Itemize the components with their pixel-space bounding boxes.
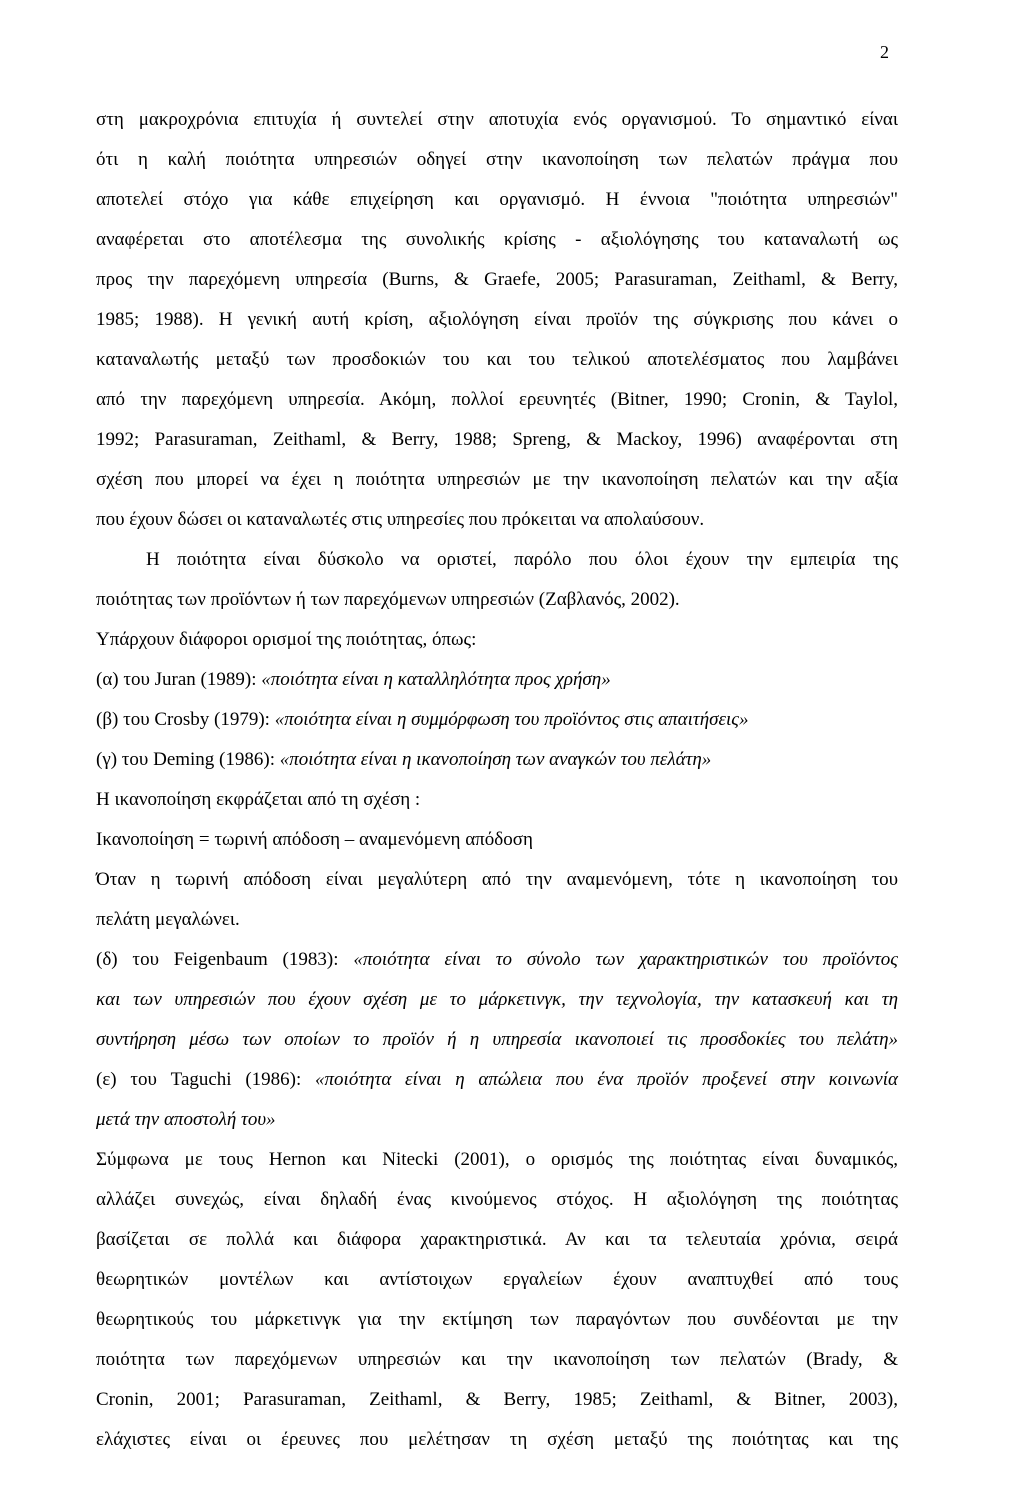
text-line: που έχουν δώσει οι καταναλωτές στις υπηρεσίες που πρόκειται να απολαύσουν. — [96, 509, 705, 530]
text-line: ποιότητα των παρεχόμενων υπηρεσιών και την ικανοποίηση των πελατών (Brady, & — [96, 1349, 898, 1370]
definition-source: (γ) του Deming (1986): — [96, 749, 280, 770]
text-line: στη μακροχρόνια επιτυχία ή συντελεί στην αποτυχία ενός οργανισμού. Το σημαντικό είναι — [96, 109, 898, 130]
definition-quote: «ποιότητα είναι η συμμόρφωση του προϊόντος στις απαιτήσεις» — [274, 709, 749, 730]
text-line: αναφέρεται στο αποτέλεσμα της συνολικής κρίσης - αξιολόγησης του καταναλωτή ως — [96, 229, 898, 250]
text-line: ελάχιστες είναι οι έρευνες που μελέτησαν τη σχέση μεταξύ της ποιότητας και της — [96, 1429, 898, 1450]
definition-line — [96, 706, 898, 734]
definition-source: (δ) του Feigenbaum (1983): — [96, 949, 354, 970]
definition-line — [96, 1066, 898, 1094]
definition-quote: «ποιότητα είναι το σύνολο των χαρακτηριστικών του προϊόντος — [353, 949, 898, 970]
text-line: Η ποιότητα είναι δύσκολο να οριστεί, παρόλο που όλοι έχουν την εμπειρία της — [146, 549, 898, 570]
text-line: Cronin, 2001; Parasuraman, Zeithaml, & Berry, 1985; Zeithaml, & Bitner, 2003), — [96, 1389, 898, 1410]
text-line: αλλάζει συνεχώς, είναι δηλαδή ένας κινούμενος στόχος. Η αξιολόγηση της ποιότητας — [96, 1189, 898, 1210]
text-line: Όταν η τωρινή απόδοση είναι μεγαλύτερη από την αναμενόμενη, τότε η ικανοποίηση του — [96, 869, 898, 890]
definition-line — [96, 666, 898, 694]
text-line: Σύμφωνα με τους Hernon και Nitecki (2001), ο ορισμός της ποιότητας είναι δυναμικός, — [96, 1149, 898, 1170]
text-line: αποτελεί στόχο για κάθε επιχείρηση και οργανισμό. Η έννοια "ποιότητα υπηρεσιών" — [96, 189, 898, 210]
text-line: πελάτη μεγαλώνει. — [96, 909, 240, 930]
text-line: βασίζεται σε πολλά και διάφορα χαρακτηριστικά. Αν και τα τελευταία χρόνια, σειρά — [96, 1229, 898, 1250]
definition-line — [96, 746, 898, 774]
text-line: Υπάρχουν διάφοροι ορισμοί της ποιότητας, όπως: — [96, 629, 477, 650]
text-line: θεωρητικών μοντέλων και αντίστοιχων εργαλείων έχουν αναπτυχθεί από τους — [96, 1269, 898, 1290]
text-line: ότι η καλή ποιότητα υπηρεσιών οδηγεί στην ικανοποίηση των πελατών πράγμα που — [96, 149, 898, 170]
definition-quote: «ποιότητα είναι η απώλεια που ένα προϊόν προξενεί στην κοινωνία — [315, 1069, 898, 1090]
text-line: θεωρητικούς του μάρκετινγκ για την εκτίμηση των παραγόντων που συνδέονται με την — [96, 1309, 898, 1330]
definition-quote: «ποιότητα είναι η καταλληλότητα προς χρήση» — [261, 669, 611, 690]
definition-source: (α) του Juran (1989): — [96, 669, 262, 690]
page-number: 2 — [880, 42, 889, 62]
text-line: καταναλωτής μεταξύ των προσδοκιών του και του τελικού αποτελέσματος που λαμβάνει — [96, 349, 898, 370]
definition-quote: «ποιότητα είναι η ικανοποίηση των αναγκών του πελάτη» — [279, 749, 712, 770]
text-line: ποιότητας των προϊόντων ή των παρεχόμενων υπηρεσιών (Ζαβλανός, 2002). — [96, 589, 680, 610]
text-line: Η ικανοποίηση εκφράζεται από τη σχέση : — [96, 789, 421, 810]
text-line: προς την παρεχόμενη υπηρεσία (Burns, & Graefe, 2005; Parasuraman, Zeithaml, & Berry, — [96, 269, 898, 290]
definition-source: (β) του Crosby (1979): — [96, 709, 275, 730]
definition-quote-line: και των υπηρεσιών που έχουν σχέση με το μάρκετινγκ, την τεχνολογία, την κατασκευή και τη — [96, 989, 898, 1010]
definition-quote-line: μετά την αποστολή του» — [96, 1109, 276, 1130]
formula-line: Ικανοποίηση = τωρινή απόδοση – αναμενόμενη απόδοση — [96, 829, 533, 850]
text-line: από την παρεχόμενη υπηρεσία. Ακόμη, πολλοί ερευνητές (Bitner, 1990; Cronin, & Taylol, — [96, 389, 898, 410]
definition-line — [96, 946, 898, 974]
definition-source: (ε) του Taguchi (1986): — [96, 1069, 316, 1090]
text-line: 1992; Parasuraman, Zeithaml, & Berry, 1988; Spreng, & Mackoy, 1996) αναφέρονται στη — [96, 429, 898, 450]
text-line: σχέση που μπορεί να έχει η ποιότητα υπηρεσιών με την ικανοποίηση πελατών και την αξία — [96, 469, 898, 490]
definition-quote-line: συντήρηση μέσω των οποίων το προϊόν ή η υπηρεσία ικανοποιεί τις προσδοκίες του πελάτη» — [96, 1029, 898, 1050]
text-line: 1985; 1988). Η γενική αυτή κρίση, αξιολόγηση είναι προϊόν της σύγκρισης που κάνει ο — [96, 309, 898, 330]
